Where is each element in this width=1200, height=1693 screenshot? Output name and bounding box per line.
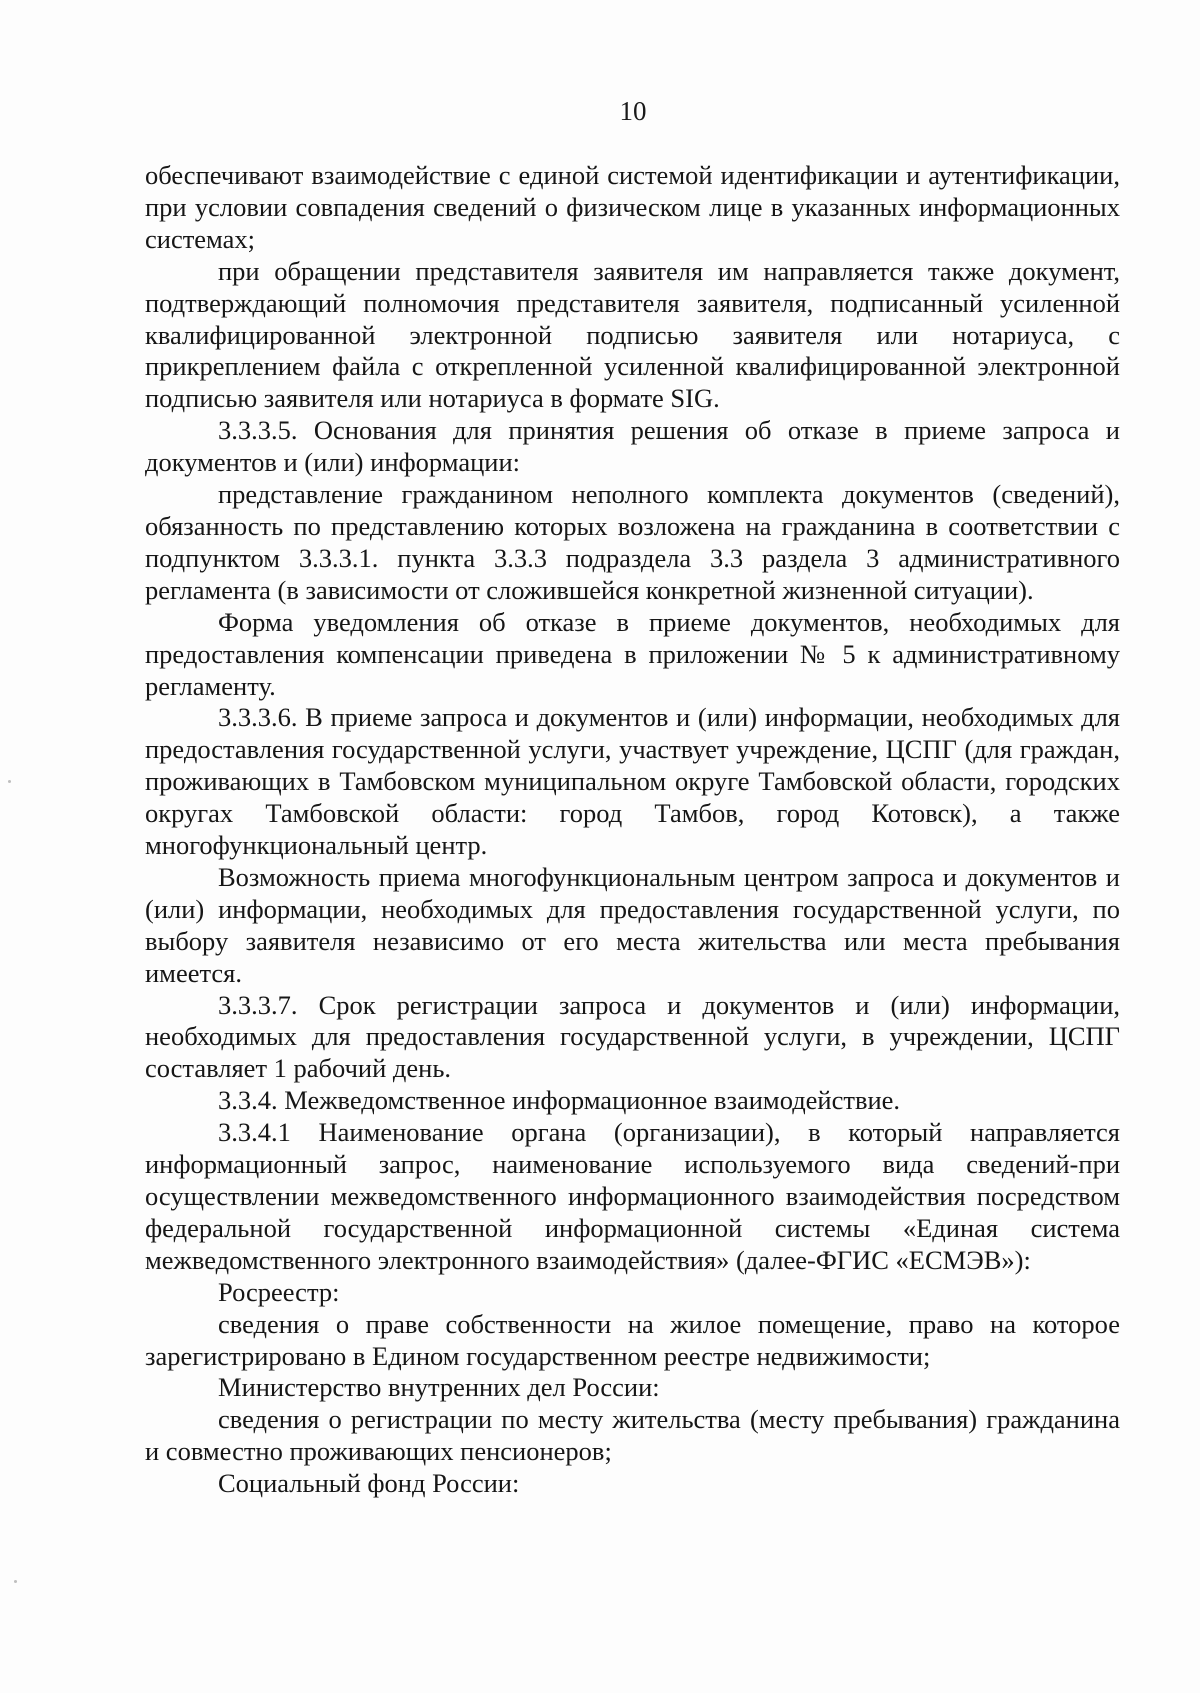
paragraph: сведения о регистрации по месту жительства (месту пребывания) гражданина и совместно проживающих пенсионеров; [145,1404,1120,1467]
paragraph: сведения о праве собственности на жилое помещение, право на которое зарегистрировано в Едином государственном реестре недвижимости; [145,1308,1120,1371]
scan-artifact [14,1580,17,1583]
paragraph: 3.3.3.5. Основания для принятия решения об отказе в приеме запроса и документов и (или) информации: [145,415,1120,478]
paragraph: обеспечивают взаимодействие с единой системой идентификации и аутентификации, при условии совпадения сведений о физическом лице в указанных информационных системах; [145,160,1120,254]
paragraph: Социальный фонд России: [218,1468,520,1499]
paragraph: Министерство внутренних дел России: [218,1372,660,1403]
paragraph: 3.3.3.6. В приеме запроса и документов и (или) информации, необходимых для предоставления государственной услуги, участвует учреждение, ЦСПГ (для граждан, проживающих в Тамбовском муниципальном округе Тамбовской области, городских округах Тамбовской области: город Тамбов, город Котовск), а также многофункциональный центр. [145,702,1120,861]
paragraph: Росреестр: [218,1276,340,1307]
paragraph: Форма уведомления об отказе в приеме документов, необходимых для предоставления компенсации приведена в приложении № 5 к административному регламенту. [145,606,1120,701]
paragraph: 3.3.4. Межведомственное информационное взаимодействие. [218,1085,901,1116]
paragraph: 3.3.4.1 Наименование органа (организации), в который направляется информационный запрос, наименование используемого вида сведений-при осуществлении межведомственного информационного взаимодействия посредством федеральной государственной информационной системы «Единая система межведомственного электронного взаимодействия» (далее-ФГИС «ЕСМЭВ»): [145,1117,1120,1275]
page-number: 10 [619,96,647,126]
paragraph: представление гражданином неполного комплекта документов (сведений), обязанность по представлению которых возложена на гражданина в соответствии с подпунктом 3.3.3.1. пункта 3.3.3 подраздела 3.3 раздела 3 административного регламента (в зависимости от сложившейся конкретной жизненной ситуации). [145,479,1120,605]
document-body [145,160,1120,1500]
scan-artifact [8,780,11,783]
paragraph: при обращении представителя заявителя им направляется также документ, подтверждающий полномочия представителя заявителя, подписанный усиленной квалифицированной электронной подписью заявителя или нотариуса, с прикреплением файла с открепленной усиленной квалифицированной электронной подписью заявителя или нотариуса в формате SIG. [145,255,1120,414]
paragraph: 3.3.3.7. Срок регистрации запроса и документов и (или) информации, необходимых для предоставления государственной услуги, в учреждении, ЦСПГ составляет 1 рабочий день. [145,989,1120,1084]
paragraph: Возможность приема многофункциональным центром запроса и документов и (или) информации, необходимых для предоставления государственной услуги, по выбору заявителя независимо от его места жительства или места пребывания имеется. [145,861,1120,988]
